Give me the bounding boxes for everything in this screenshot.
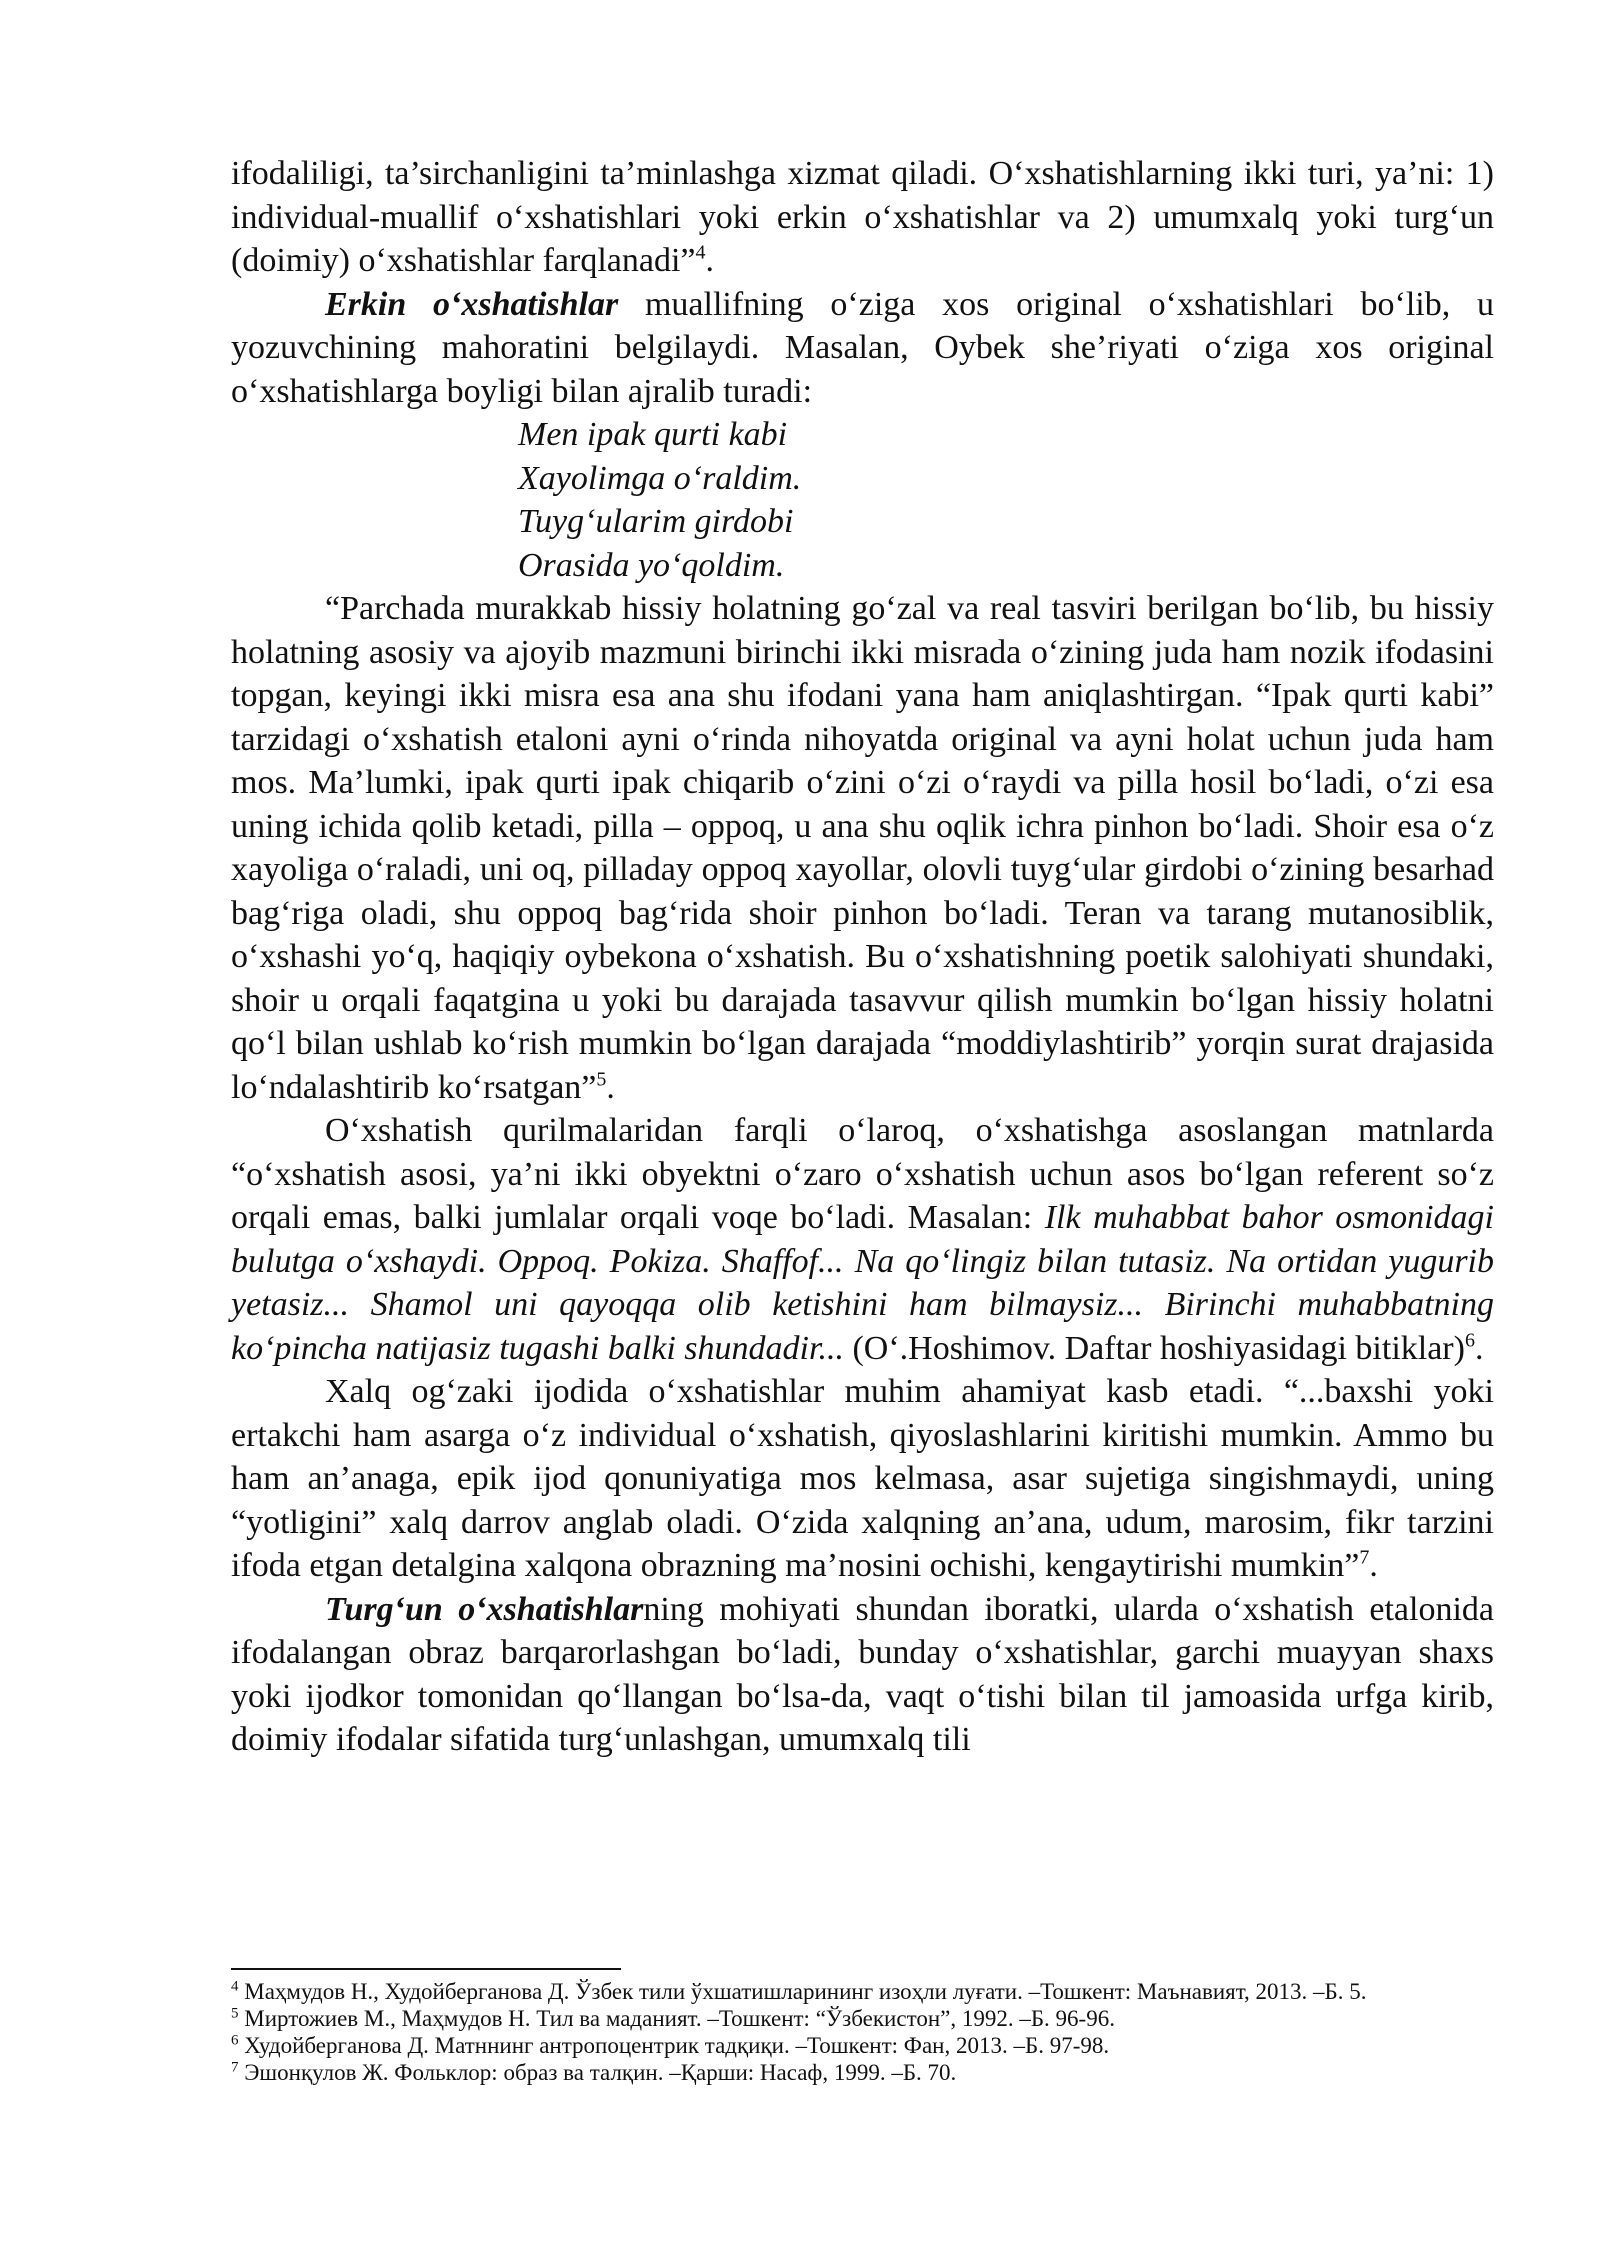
footnote: $^6$ Худойберганова Д. Матннинг антропоцентрик тадқиқи. –Тошкент: Фан, 2013. –Б. 97-98. [231,2032,1110,2058]
paragraph-erkin: Erkin o‘xshatishlar muallifning o‘ziga xos original o‘xshatishlari bo‘lib, u yozuvchining mahoratini belgilaydi. Masalan, Oybek she’riyati o‘ziga xos original o‘xshatishlarga boyligi bilan ajralib turadi: [231,285,1494,410]
footnote: $^7$ Эшонқулов Ж. Фольклор: образ ва талқин. –Қарши: Насаф, 1999. –Б. 70. [231,2059,957,2085]
body-text [231,152,1494,1762]
quote-example: Ilk muhabbat bahor osmonidagi bulutga o‘xshaydi. Oppoq. Pokiza. Shaffof... Na qo‘lingiz bilan tutasiz. Na ortidan yugurib yetasiz... Shamol uni qayoqqa olib ketishini ham bilmaysiz... Birinchi muhabbatning ko‘pincha natijasiz tugashi balki shundadir... [231,1199,1494,1367]
footnote-ref-7: 7 [1359,1546,1370,1569]
poem-line: Tuyg‘ularim girdobi [518,503,794,540]
poem-line: Orasida yo‘qoldim. [518,546,785,584]
footnote-ref-6: 6 [1464,1329,1475,1352]
footnote-ref-4: 4 [695,241,706,264]
poem-line: Men ipak qurti kabi [518,416,788,453]
paragraph-structures: O‘xshatish qurilmalaridan farqli o‘laroq, o‘xshatishga asoslangan matnlarda “o‘xshatish asosi, ya’ni ikki obyektni o‘zaro o‘xshatish uchun asos bo‘lgan referent so‘z orqali emas, balki jumlalar orqali voqe bo‘ladi. Masalan: Ilk muhabbat bahor osmonidagi bulutga o‘xshaydi. Oppoq. Pokiza. Shaffof... Na qo‘lingiz bilan tutasiz. Na ortidan yugurib yetasiz... Shamol uni qayoqqa olib ketishini ham bilmaysiz... Birinchi muhabbatning ko‘pincha natijasiz tugashi balki shundadir... (O‘.Hoshimov. Daftar hoshiyasidagi bitiklar)$^6$. [231,1112,1494,1367]
footnote: $^4$ Маҳмудов Н., Худойберганова Д. Ўзбек тили ўхшатишларининг изоҳли луғати. –Тошкент: Маънавият, 2013. –Б. 5. [231,1978,1367,2004]
term-turgun: Turg‘un o‘xshatishlar [325,1590,644,1628]
poem-quote [231,413,1494,587]
footnote: $^5$ Миртожиев М., Маҳмудов Н. Тил ва маданият. –Тошкент: “Ўзбекистон”, 1992. –Б. 96-96. [231,2005,1115,2031]
term-erkin: Erkin o‘xshatishlar [325,285,619,323]
paragraph-folklore: Xalq og‘zaki ijodida o‘xshatishlar muhim ahamiyat kasb etadi. “...baxshi yoki ertakchi ham asarga o‘z individual o‘xshatish, qiyoslashlarini kiritishi mumkin. Ammo bu ham an’anaga, epik ijod qonuniyatiga mos kelmasa, asar sujetiga singishmaydi, uning “yotligini” xalq darrov anglab oladi. O‘zida xalqning an’ana, udum, marosim, fikr tarzini ifoda etgan detalgina xalqona obrazning ma’nosini ochishi, kengaytirishi mumkin”$^7$. [231,1373,1494,1584]
footnote-ref-5: 5 [596,1068,607,1091]
paragraph-turgun: Turg‘un o‘xshatishlarning mohiyati shundan iboratki, ularda o‘xshatish etalonida ifodalangan obraz barqarorlashgan bo‘ladi, bunday o‘xshatishlar, garchi muayyan shaxs yoki ijodkor tomonidan qo‘llangan bo‘lsa-da, vaqt o‘tishi bilan til jamoasida urfga kirib, doimiy ifodalar sifatida turg‘unlashgan, umumxalq tili [231,1590,1494,1758]
footnotes [231,1968,1494,2086]
footnote-divider [231,1968,621,1970]
document-page [231,152,1494,1762]
poem-line: Xayolimga o‘raldim. [518,459,802,497]
paragraph-continuation: ifodaliligi, ta’sirchanligini ta’minlashga xizmat qiladi. O‘xshatishlarning ikki turi, ya’ni: 1) individual-muallif o‘xshatishlari yoki erkin o‘xshatishlar va 2) umumxalq yoki turg‘un (doimiy) o‘xshatishlar farqlanadi”$^4$. [231,155,1494,279]
paragraph-analysis: “Parchada murakkab hissiy holatning go‘zal va real tasviri berilgan bo‘lib, bu hissiy holatning asosiy va ajoyib mazmuni birinchi ikki misrada o‘zining juda ham nozik ifodasini topgan, keyingi ikki misra esa ana shu ifodani yana ham aniqlashtirgan. “Ipak qurti kabi” tarzidagi o‘xshatish etaloni ayni o‘rinda nihoyatda original va ayni holat uchun juda ham mos. Ma’lumki, ipak qurti ipak chiqarib o‘zini o‘zi o‘raydi va pilla hosil bo‘ladi, o‘zi esa uning ichida qolib ketadi, pilla – oppoq, u ana shu oqlik ichra pinhon bo‘ladi. Shoir esa o‘z xayoliga o‘raladi, uni oq, pilladay oppoq xayollar, olovli tuyg‘ular girdobi o‘zining besarhad bag‘riga oladi, shu oppoq bag‘rida shoir pinhon bo‘ladi. Teran va tarang mutanosiblik, o‘xshashi yo‘q, haqiqiy oybekona o‘xshatish. Bu o‘xshatishning poetik salohiyati shundaki, shoir u orqali faqatgina u yoki bu darajada tasavvur qilish mumkin bo‘lgan hissiy holatni qo‘l bilan ushlab ko‘rish mumkin bo‘lgan darajada “moddiylashtirib” yorqin surat drajasida lo‘ndalashtirib ko‘rsatgan”$^5$. [231,590,1494,1106]
